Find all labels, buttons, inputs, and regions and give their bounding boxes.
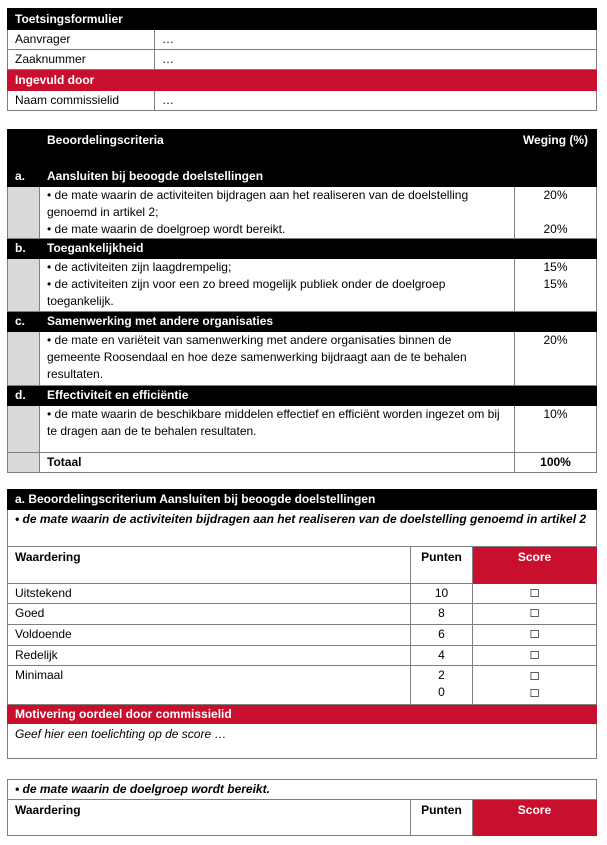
assessment-title: a. Beoordelingscriterium Aansluiten bij beoogde doelstellingen (8, 490, 597, 510)
criterion-item: • de activiteiten zijn voor een zo breed mogelijk publiek onder de doelgroep toegankelijk. (47, 277, 446, 308)
rating-row (8, 625, 597, 646)
weight-value: 15% (543, 277, 568, 291)
rating-label: Uitstekend (8, 584, 411, 604)
case-number-field[interactable]: … (155, 50, 597, 70)
case-number-label: Zaaknummer (8, 50, 155, 70)
criterion-item: • de mate en variëteit van samenwerking met andere organisaties binnen de gemeente Roosendaal en hoe deze samenwerking bijdraagt aan de te behalen resultaten. (47, 333, 467, 381)
rating-points: 8 (411, 604, 473, 625)
criterion-item: • de mate waarin de beschikbare middelen effectief en efficiënt worden ingezet om bij te dragen aan de te behalen resultaten. (47, 407, 500, 438)
criterion-item: • de activiteiten zijn laagdrempelig; (47, 260, 232, 274)
score-checkbox[interactable]: ☐ (529, 607, 540, 620)
criterion-list (40, 259, 515, 312)
weight-list (515, 332, 597, 386)
weight-value: 20% (543, 188, 568, 202)
score-column-header: Score (473, 547, 597, 584)
rating-label: Redelijk (8, 646, 411, 666)
score-column-header: Score (472, 800, 596, 836)
weight-list (515, 259, 597, 312)
section-title: Aansluiten bij beoogde doelstellingen (40, 167, 597, 187)
rating-points: 0 (438, 685, 445, 699)
section-title: Samenwerking met andere organisaties (40, 312, 597, 332)
criterion-list (40, 406, 515, 453)
weight-value: 10% (543, 407, 568, 421)
section-title: Effectiviteit en efficiëntie (40, 386, 597, 406)
rating-row (8, 666, 597, 705)
points-column-header: Punten (411, 547, 473, 584)
section-title: Toegankelijkheid (40, 239, 597, 259)
rating-row (8, 604, 597, 625)
weight-value: 20% (543, 222, 568, 236)
criterion-item: • de mate waarin de activiteiten bijdragen aan het realiseren van de doelstelling genoemd in artikel 2; (47, 188, 469, 219)
rating-points: 6 (411, 625, 473, 646)
total-label: Totaal (40, 453, 515, 473)
form-title: Toetsingsformulier (8, 9, 597, 30)
criteria-heading: Beoordelingscriteria (40, 130, 515, 167)
criterion-list (40, 332, 515, 386)
criterion-item: • de mate waarin de doelgroep wordt bereikt. (47, 222, 286, 236)
score-checkbox[interactable]: ☐ (529, 587, 540, 600)
section-letter: d. (8, 386, 40, 406)
weight-heading: Weging (%) (515, 130, 597, 167)
section-letter: a. (8, 167, 40, 187)
rating-column-header: Waardering (8, 800, 411, 836)
member-name-label: Naam commissielid (8, 91, 155, 111)
motivation-field[interactable]: Geef hier een toelichting op de score … (8, 724, 597, 759)
score-checkbox[interactable]: ☐ (529, 687, 540, 700)
score-checkbox[interactable]: ☐ (529, 670, 540, 683)
rating-points: 2 (438, 668, 445, 682)
applicant-field[interactable]: … (155, 30, 597, 50)
applicant-label: Aanvrager (8, 30, 155, 50)
weight-value: 15% (543, 260, 568, 274)
weight-value: 20% (543, 333, 568, 347)
rating-label: Minimaal (8, 666, 411, 705)
criteria-table (7, 129, 597, 473)
assessment-criterion: • de mate waarin de doelgroep wordt bereikt. (8, 780, 597, 800)
header-table (7, 8, 597, 111)
assessment-table-2 (7, 779, 597, 836)
points-column-header: Punten (410, 800, 472, 836)
assessment-criterion: • de mate waarin de activiteiten bijdragen aan het realiseren van de doelstelling genoemd in artikel 2 (8, 510, 597, 547)
section-letter: b. (8, 239, 40, 259)
total-value: 100% (515, 453, 597, 473)
weight-list (515, 187, 597, 239)
rating-label: Voldoende (8, 625, 411, 646)
weight-list (515, 406, 597, 453)
rating-points: 4 (411, 646, 473, 666)
rating-points: 10 (411, 584, 473, 604)
section-letter: c. (8, 312, 40, 332)
score-checkbox[interactable]: ☐ (529, 649, 540, 662)
criterion-list (40, 187, 515, 239)
member-name-field[interactable]: … (155, 91, 597, 111)
filled-by-heading: Ingevuld door (8, 70, 597, 91)
assessment-table (7, 489, 597, 759)
rating-column-header: Waardering (8, 547, 411, 584)
rating-row (8, 584, 597, 604)
score-checkbox[interactable]: ☐ (529, 628, 540, 641)
motivation-heading: Motivering oordeel door commissielid (8, 705, 597, 724)
rating-label: Goed (8, 604, 411, 625)
rating-row (8, 646, 597, 666)
